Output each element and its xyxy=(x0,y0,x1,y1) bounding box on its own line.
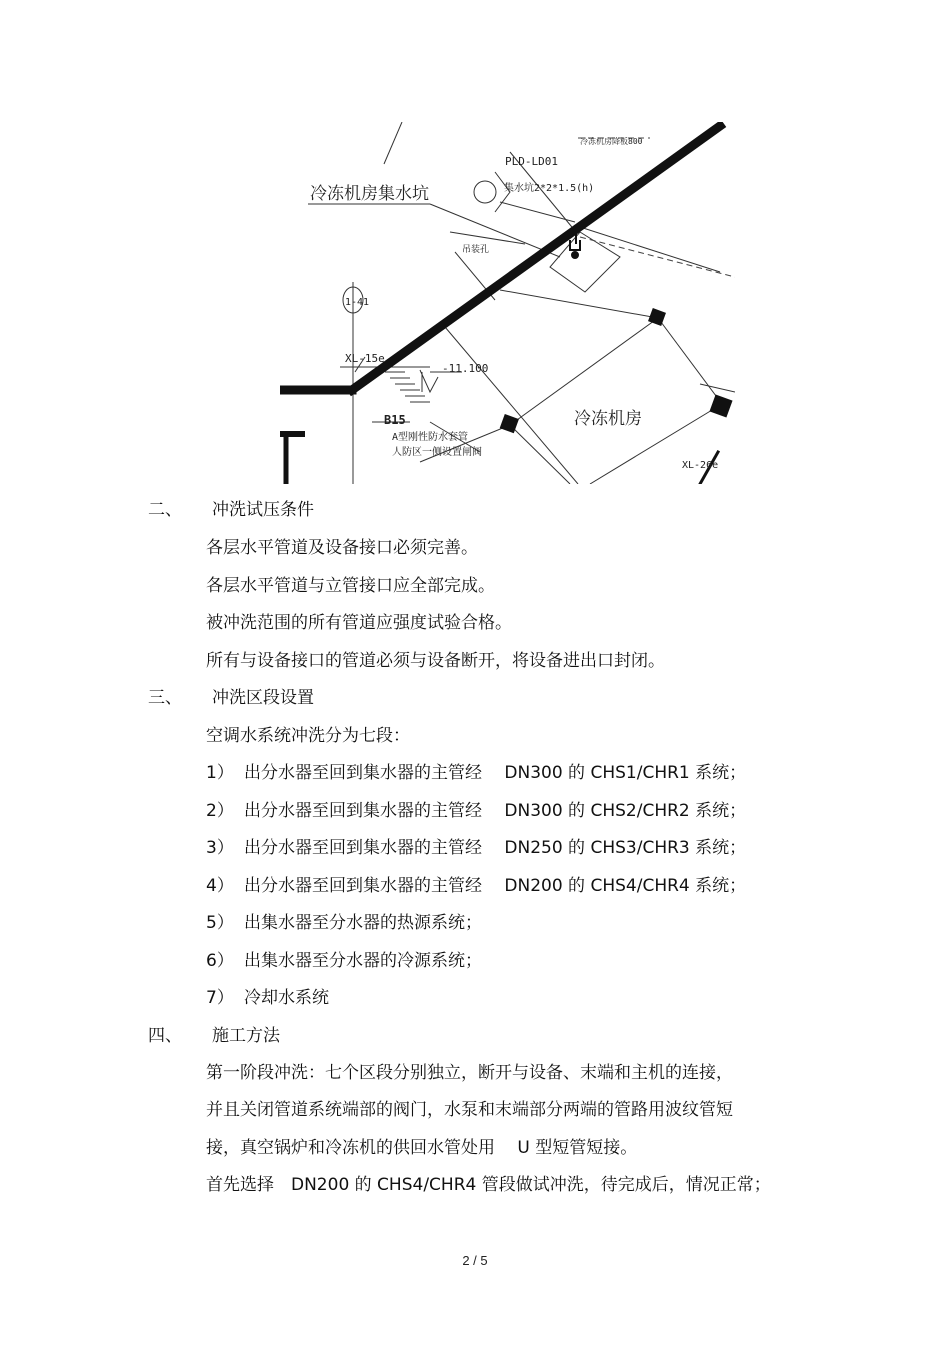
list-item-text: 出分水器至回到集水器的主管经 DN200 的 CHS4/CHR4 系统； xyxy=(244,876,747,896)
list-item-number: 5） xyxy=(206,913,234,933)
cad-drawing xyxy=(280,122,735,484)
section-2-title: 冲洗试压条件 xyxy=(212,500,314,520)
label-pit: 冷冻机房集水坑 xyxy=(310,184,429,204)
list-item-text: 出分水器至回到集水器的主管经 DN250 的 CHS3/CHR3 系统； xyxy=(244,838,747,858)
label-floor: B15 xyxy=(384,413,406,427)
section-4-line: 并且关闭管道系统端部的阀门，水泵和末端部分两端的管路用波纹管短 xyxy=(206,1100,733,1120)
label-pit-size: 集水坑2*2*1.5(h) xyxy=(504,183,595,194)
section-4-title: 施工方法 xyxy=(212,1026,280,1046)
label-level: -11.100 xyxy=(442,362,489,375)
page-number: 2 / 5 xyxy=(462,1253,488,1268)
section-2-line: 被冲洗范围的所有管道应强度试验合格。 xyxy=(206,613,512,633)
list-item-number: 7） xyxy=(206,988,234,1008)
list-item-text: 冷却水系统 xyxy=(244,988,329,1008)
section-2-line: 所有与设备接口的管道必须与设备断开，将设备进出口封闭。 xyxy=(206,651,665,671)
list-item-text: 出集水器至分水器的热源系统； xyxy=(244,913,482,933)
section-4-line: 首先选择 DN200 的 CHS4/CHR4 管段做试冲洗，待完成后，情况正常； xyxy=(206,1175,771,1195)
label-hole: 吊装孔 xyxy=(462,245,490,255)
section-3-number: 三、 xyxy=(148,688,182,708)
list-item-number: 4） xyxy=(206,876,234,896)
list-item-text: 出分水器至回到集水器的主管经 DN300 的 CHS2/CHR2 系统； xyxy=(244,801,747,821)
section-3-intro: 空调水系统冲洗分为七段： xyxy=(206,726,410,746)
list-item-text: 出分水器至回到集水器的主管经 DN300 的 CHS1/CHR1 系统； xyxy=(244,763,747,783)
label-axis: 1-41 xyxy=(345,297,370,308)
section-4-number: 四、 xyxy=(148,1026,182,1046)
label-valve: 人防区一侧设置闸阀 xyxy=(392,447,482,458)
list-item-number: 1） xyxy=(206,763,234,783)
list-item-number: 2） xyxy=(206,801,234,821)
section-2-line: 各层水平管道与立管接口应全部完成。 xyxy=(206,576,495,596)
label-riser1: XL-15e xyxy=(345,352,385,365)
section-3-title: 冲洗区段设置 xyxy=(212,688,314,708)
section-4-line: 接，真空锅炉和冷冻机的供回水管处用 U 型短管短接。 xyxy=(206,1138,638,1158)
section-2-number: 二、 xyxy=(148,500,182,520)
label-riser2: XL-26e xyxy=(682,460,719,471)
label-slab: 冷冻机房降板800 xyxy=(580,137,643,146)
section-4-line: 第一阶段冲洗：七个区段分别独立，断开与设备、末端和主机的连接， xyxy=(206,1063,733,1083)
label-room: 冷冻机房 xyxy=(574,409,642,429)
label-pump: PLD-LD01 xyxy=(505,155,558,168)
list-item-number: 3） xyxy=(206,838,234,858)
drawing-svg xyxy=(280,122,735,484)
list-item-text: 出集水器至分水器的冷源系统； xyxy=(244,951,482,971)
list-item-number: 6） xyxy=(206,951,234,971)
label-sleeve: A型刚性防水套管 xyxy=(392,432,469,443)
section-2-line: 各层水平管道及设备接口必须完善。 xyxy=(206,538,478,558)
